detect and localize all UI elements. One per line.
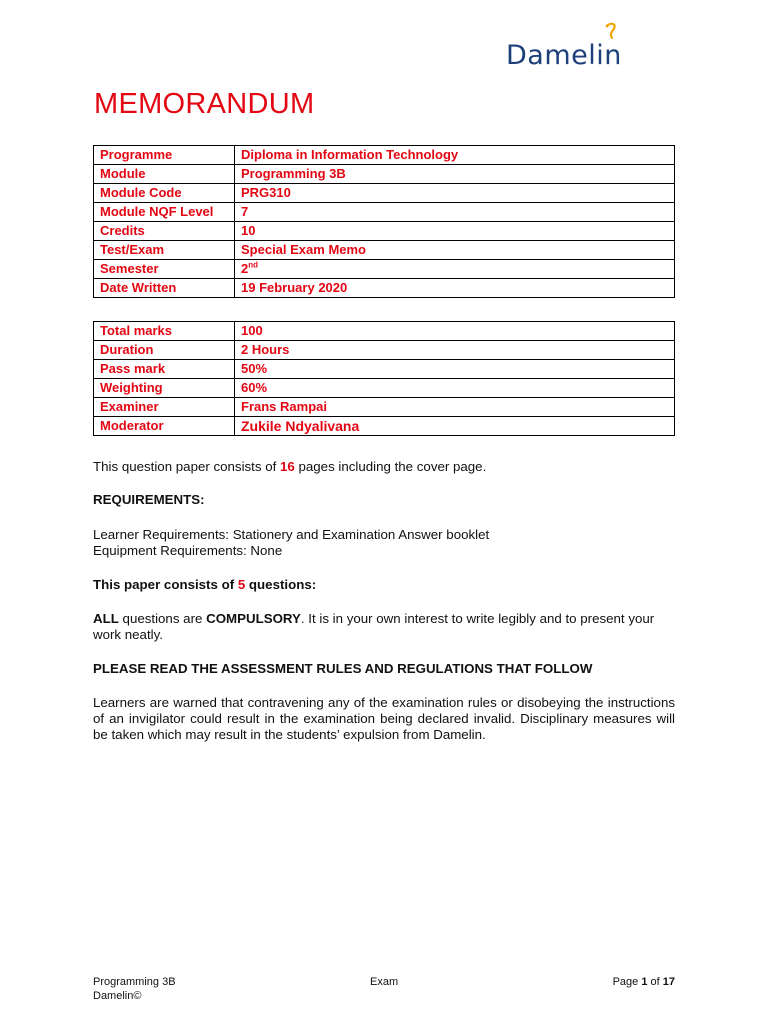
module-info-table (93, 145, 675, 298)
page-count-prefix: This question paper consists of (93, 459, 280, 474)
row-label: Duration (94, 341, 235, 360)
compulsory-emphasis: COMPULSORY (206, 611, 301, 626)
row-label: Date Written (94, 279, 235, 298)
page-current: 1 (641, 976, 648, 988)
equipment-requirements: Equipment Requirements: None (93, 543, 283, 558)
row-value: Zukile Ndyalivana (235, 417, 675, 436)
row-value: 19 February 2020 (235, 279, 675, 298)
page-count-suffix: pages including the cover page. (294, 459, 487, 474)
table-row (94, 184, 675, 203)
compulsory-mid: questions are (118, 611, 207, 626)
row-value: 60% (235, 379, 675, 398)
row-label: Module NQF Level (94, 203, 235, 222)
footer-page-number (613, 975, 675, 989)
table-row (94, 203, 675, 222)
footer-exam-type: Exam (370, 976, 399, 988)
row-value: Diploma in Information Technology (235, 146, 675, 165)
table-row (94, 379, 675, 398)
row-label: Pass mark (94, 360, 235, 379)
table-row (94, 222, 675, 241)
questions-prefix: This paper consists of (93, 577, 238, 592)
footer-module: Programming 3B (93, 976, 176, 988)
row-value: 10 (235, 222, 675, 241)
page-count-line (93, 459, 675, 475)
row-label: Credits (94, 222, 235, 241)
table-row (94, 417, 675, 436)
semester-number: 2 (241, 261, 249, 276)
row-label: Semester (94, 260, 235, 279)
row-value: Programming 3B (235, 165, 675, 184)
swoosh-icon (604, 22, 620, 40)
page-of: of (647, 976, 663, 988)
page-total: 17 (662, 976, 675, 988)
row-value (235, 260, 675, 279)
row-value: 50% (235, 360, 675, 379)
footer-copyright: Damelin© (93, 990, 142, 1002)
row-value: PRG310 (235, 184, 675, 203)
compulsory-paragraph (93, 611, 675, 643)
exam-details-table (93, 321, 675, 436)
warning-paragraph: Learners are warned that contravening any of the examination rules or disobeying the instructions of an invigilator could result in the examination being declared invalid. Disciplinary measures will be taken which may result in the students’ expulsion from Damelin. (93, 695, 675, 742)
table-row (94, 146, 675, 165)
requirements-heading: REQUIREMENTS: (93, 492, 205, 507)
row-label: Programme (94, 146, 235, 165)
row-value: Special Exam Memo (235, 241, 675, 260)
table-row (94, 241, 675, 260)
all-emphasis: ALL (93, 611, 119, 626)
page-title: MEMORANDUM (94, 88, 315, 120)
row-value: 100 (235, 322, 675, 341)
rules-heading: PLEASE READ THE ASSESSMENT RULES AND REGULATIONS THAT FOLLOW (93, 661, 593, 676)
row-label: Test/Exam (94, 241, 235, 260)
damelin-logo (506, 22, 662, 74)
row-value: Frans Rampai (235, 398, 675, 417)
row-label: Weighting (94, 379, 235, 398)
table-row (94, 322, 675, 341)
table-row (94, 165, 675, 184)
semester-suffix: nd (248, 260, 259, 270)
footer-left (93, 975, 176, 1003)
learner-requirements: Learner Requirements: Stationery and Examination Answer booklet (93, 527, 490, 542)
question-count: 5 (237, 577, 246, 592)
table-row (94, 260, 675, 279)
table-row (94, 360, 675, 379)
row-label: Moderator (94, 417, 235, 436)
row-label: Module Code (94, 184, 235, 203)
row-label: Module (94, 165, 235, 184)
compulsory-rest: . It is in your own interest to write legibly and to present your work neatly. (93, 611, 655, 642)
logo-wordmark: Damelin (506, 40, 622, 71)
page-count: 16 (280, 459, 295, 474)
row-label: Examiner (94, 398, 235, 417)
table-row (94, 341, 675, 360)
questions-suffix: questions: (245, 577, 317, 592)
questions-line (93, 577, 675, 593)
row-label: Total marks (94, 322, 235, 341)
row-value: 7 (235, 203, 675, 222)
page-label: Page (612, 976, 642, 988)
row-value: 2 Hours (235, 341, 675, 360)
table-row (94, 279, 675, 298)
table-row (94, 398, 675, 417)
